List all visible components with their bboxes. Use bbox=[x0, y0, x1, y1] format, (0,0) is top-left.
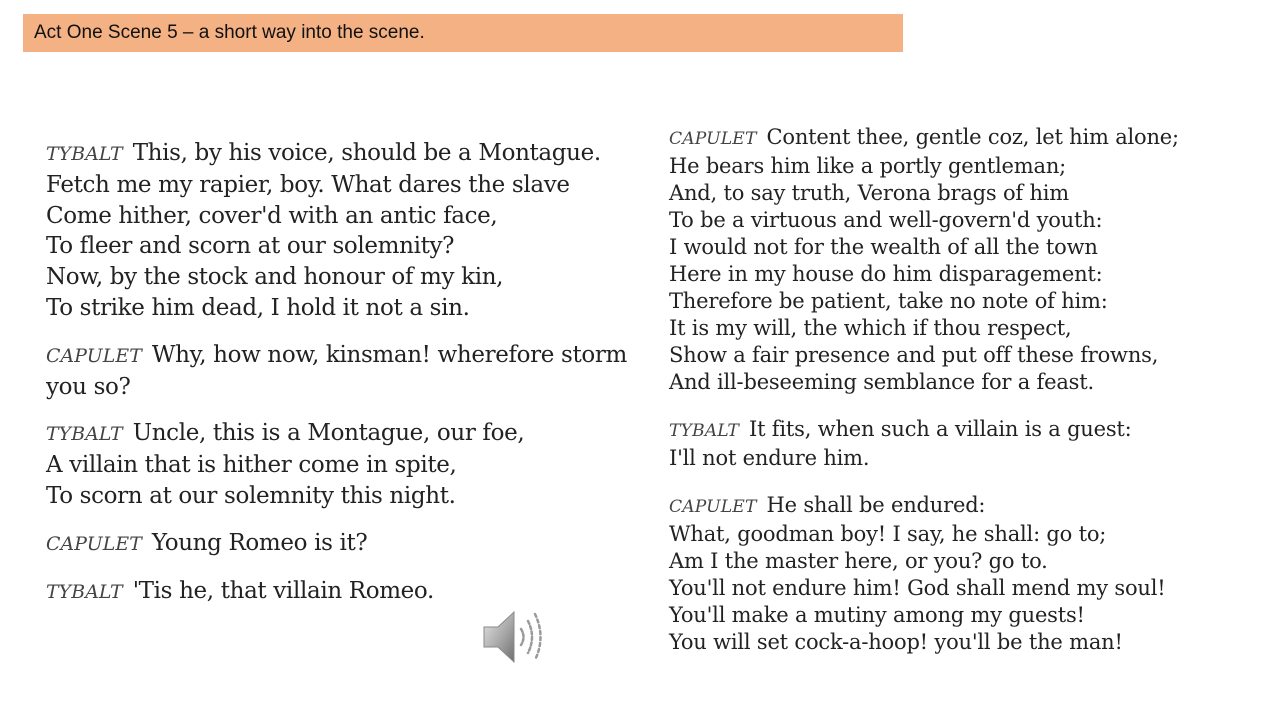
verse-line: Am I the master here, or you? go to. bbox=[669, 549, 1048, 573]
verse-line: It fits, when such a villain is a guest: bbox=[749, 417, 1132, 441]
speaker-label: CAPULET bbox=[669, 129, 757, 149]
verse-line: Therefore be patient, take no note of him: bbox=[669, 289, 1108, 313]
verse-line: To strike him dead, I hold it not a sin. bbox=[46, 294, 470, 321]
verse-line: Fetch me my rapier, boy. What dares the slave bbox=[46, 171, 570, 198]
speech-capulet-4 bbox=[669, 492, 1269, 656]
verse-line: What, goodman boy! I say, he shall: go to; bbox=[669, 522, 1107, 546]
verse-line: Here in my house do him disparagement: bbox=[669, 262, 1103, 286]
verse-line: I'll not endure him. bbox=[669, 446, 870, 470]
verse-line: Why, how now, kinsman! wherefore storm bbox=[151, 341, 627, 368]
verse-line: I would not for the wealth of all the town bbox=[669, 235, 1098, 259]
verse-line: Uncle, this is a Montague, our foe, bbox=[132, 420, 525, 447]
speaker-label: CAPULET bbox=[46, 532, 142, 555]
speaker-label: CAPULET bbox=[46, 344, 142, 367]
speech-capulet-1 bbox=[46, 340, 636, 403]
verse-line: This, by his voice, should be a Montague. bbox=[132, 140, 601, 166]
left-script-column bbox=[46, 138, 636, 607]
speaker-label: TYBALT bbox=[46, 580, 123, 603]
verse-line: You will set cock-a-hoop! you'll be the man! bbox=[669, 630, 1123, 654]
verse-line: Content thee, gentle coz, let him alone; bbox=[766, 125, 1179, 149]
verse-line: You'll not endure him! God shall mend my soul! bbox=[669, 576, 1166, 600]
speaker-label: TYBALT bbox=[46, 423, 123, 446]
speech-tybalt-3 bbox=[46, 576, 636, 608]
right-script-column bbox=[669, 124, 1269, 656]
verse-line: Now, by the stock and honour of my kin, bbox=[46, 264, 504, 291]
speaker-label: TYBALT bbox=[669, 421, 739, 441]
verse-line: It is my will, the which if thou respect, bbox=[669, 316, 1072, 340]
verse-line: To be a virtuous and well-govern'd youth: bbox=[669, 208, 1103, 232]
verse-line: you so? bbox=[46, 373, 131, 400]
speech-tybalt-4 bbox=[669, 416, 1269, 472]
verse-line: 'Tis he, that villain Romeo. bbox=[132, 577, 434, 604]
slide-title-banner bbox=[23, 14, 903, 52]
speaker-sound-icon[interactable] bbox=[478, 606, 548, 668]
speech-tybalt-2 bbox=[46, 418, 636, 511]
speaker-sound-icon-graphic bbox=[478, 606, 548, 668]
verse-line: You'll make a mutiny among my guests! bbox=[669, 603, 1085, 627]
verse-line: And, to say truth, Verona brags of him bbox=[669, 181, 1070, 205]
verse-line: A villain that is hither come in spite, bbox=[46, 452, 457, 479]
verse-line: Young Romeo is it? bbox=[151, 529, 368, 556]
verse-line: To scorn at our solemnity this night. bbox=[46, 482, 456, 509]
speech-capulet-3 bbox=[669, 124, 1269, 396]
verse-line: Show a fair presence and put off these frowns, bbox=[669, 343, 1159, 367]
speech-tybalt-1 bbox=[46, 138, 636, 324]
verse-line: Come hither, cover'd with an antic face, bbox=[46, 202, 498, 229]
verse-line: He shall be endured: bbox=[766, 493, 986, 517]
speech-capulet-2 bbox=[46, 528, 636, 560]
verse-line: He bears him like a portly gentleman; bbox=[669, 154, 1067, 178]
speaker-label: CAPULET bbox=[669, 497, 757, 517]
speaker-label: TYBALT bbox=[46, 143, 123, 165]
verse-line: To fleer and scorn at our solemnity? bbox=[46, 233, 455, 260]
slide-title: Act One Scene 5 – a short way into the scene. bbox=[34, 22, 425, 43]
verse-line: And ill-beseeming semblance for a feast. bbox=[669, 370, 1094, 394]
